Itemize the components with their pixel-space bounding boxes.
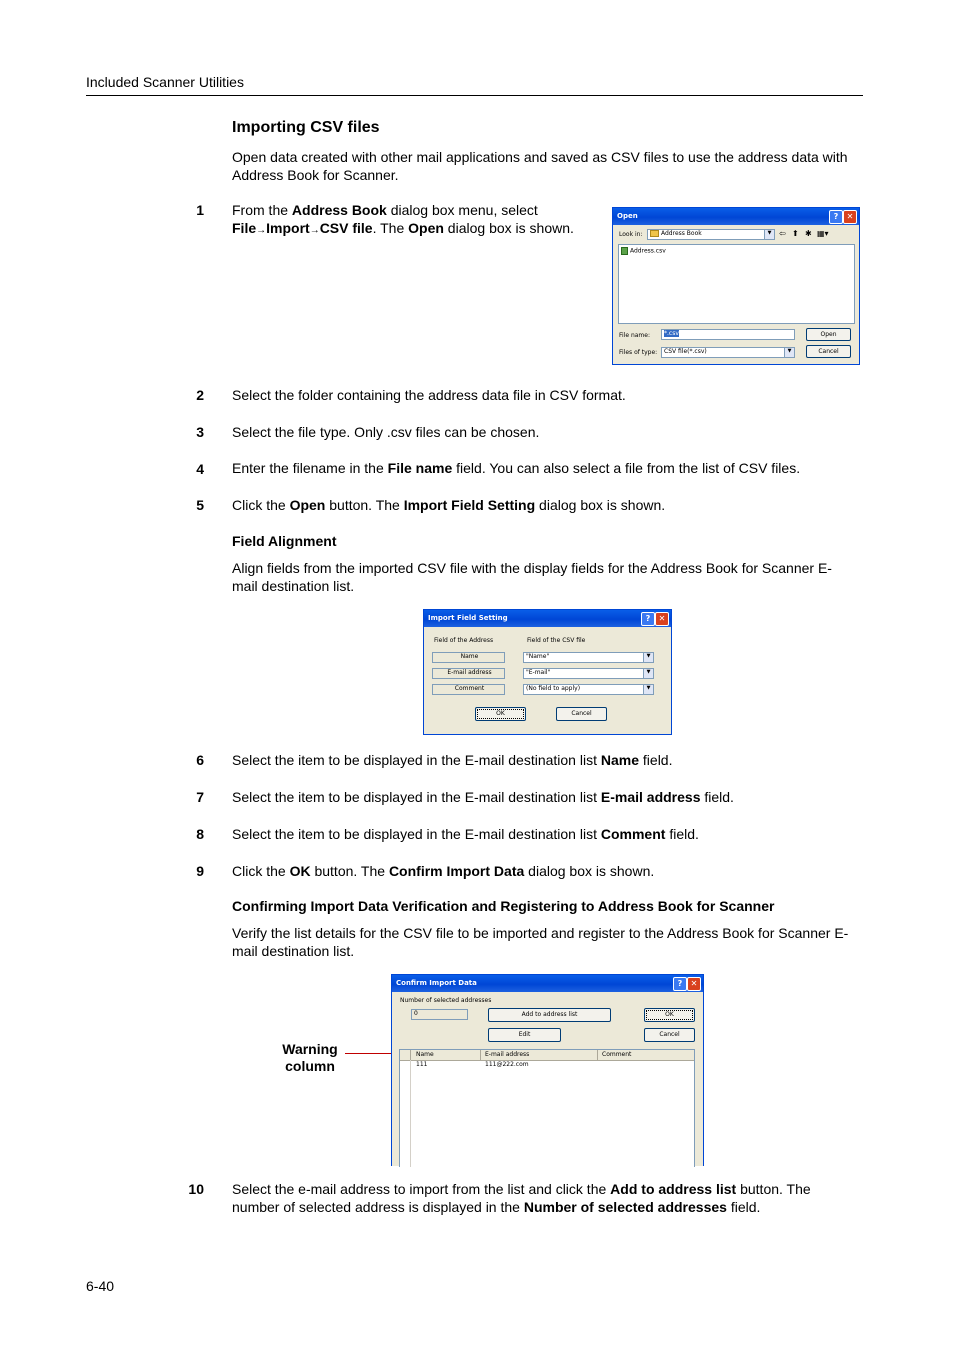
- file-name-field[interactable]: *.csv: [661, 329, 795, 340]
- field-label-name: Name: [432, 652, 505, 663]
- help-icon[interactable]: ?: [829, 210, 843, 224]
- close-icon[interactable]: ✕: [655, 612, 669, 626]
- file-list[interactable]: [618, 244, 855, 324]
- open-button[interactable]: Open: [806, 328, 851, 341]
- step-number: 10: [188, 1181, 204, 1197]
- confirm-import-dialog: [391, 974, 704, 1166]
- header-rule: [86, 95, 863, 96]
- chevron-down-icon: ▼: [764, 230, 774, 239]
- step-number: 8: [196, 826, 204, 842]
- new-folder-icon[interactable]: ✱: [805, 229, 812, 238]
- column-header-email[interactable]: E-mail address: [485, 1051, 530, 1058]
- cancel-button[interactable]: Cancel: [806, 345, 851, 358]
- import-field-setting-dialog: [423, 609, 672, 735]
- step-number: 2: [196, 387, 204, 403]
- step-7-text: Select the item to be displayed in the E-mail destination list E-mail address field.: [232, 789, 734, 805]
- confirm-dialog-titlebar: Confirm Import Data: [392, 975, 703, 992]
- field-label-comment: Comment: [432, 684, 505, 695]
- cancel-button[interactable]: Cancel: [644, 1028, 695, 1042]
- chevron-down-icon: ▼: [784, 348, 794, 357]
- warning-column-header: [400, 1050, 411, 1060]
- add-to-address-list-button[interactable]: Add to address list: [488, 1008, 611, 1022]
- chevron-down-icon: ▼: [643, 653, 653, 662]
- cell-name: 111: [416, 1061, 428, 1068]
- csv-field-select-comment[interactable]: (No field to apply) ▼: [523, 684, 654, 695]
- address-table[interactable]: [399, 1049, 695, 1167]
- ok-button[interactable]: OK: [644, 1008, 695, 1022]
- page-number: 6-40: [86, 1278, 115, 1294]
- step-10-text: Select the e-mail address to import from the list and click the Add to address list button. The number of selected address is displayed in the Number of selected addresses field.: [232, 1181, 811, 1215]
- step-1-text: From the Address Book dialog box menu, select File→Import→CSV file. The Open dialog box is shown.: [232, 202, 574, 236]
- column-header-address: Field of the Address: [434, 637, 494, 644]
- running-header: Included Scanner Utilities: [86, 74, 244, 90]
- step-2-text: Select the folder containing the address data file in CSV format.: [232, 387, 626, 403]
- step-number: 1: [196, 202, 204, 218]
- step-5-text: Click the Open button. The Import Field Setting dialog box is shown.: [232, 497, 666, 513]
- step-8-text: Select the item to be displayed in the E-mail destination list Comment field.: [232, 826, 699, 842]
- help-icon[interactable]: ?: [641, 612, 655, 626]
- cancel-button[interactable]: Cancel: [556, 707, 607, 721]
- column-header-name[interactable]: Name: [416, 1051, 434, 1058]
- section-title: Importing CSV files: [232, 119, 380, 136]
- step-4-text: Enter the filename in the File name field. You can also select a file from the list of CSV files.: [232, 460, 801, 476]
- step-number: 5: [196, 497, 204, 513]
- csv-field-select-email[interactable]: "E-mail" ▼: [523, 668, 654, 679]
- warning-column-divider: [410, 1060, 411, 1167]
- csv-field-select-name[interactable]: "Name" ▼: [523, 652, 654, 663]
- look-in-select[interactable]: Address Book ▼: [647, 229, 775, 240]
- step-number: 9: [196, 863, 204, 879]
- files-of-type-label: Files of type:: [619, 349, 658, 356]
- field-alignment-title: Field Alignment: [232, 533, 337, 549]
- edit-button[interactable]: Edit: [488, 1028, 561, 1042]
- folder-icon: [650, 230, 659, 237]
- close-icon[interactable]: ✕: [687, 977, 701, 991]
- step-3-text: Select the file type. Only .csv files can be chosen.: [232, 424, 540, 440]
- file-name-label: File name:: [619, 332, 650, 339]
- column-header-comment[interactable]: Comment: [602, 1051, 632, 1058]
- table-header: [400, 1050, 694, 1061]
- step-6-text: Select the item to be displayed in the E-mail destination list Name field.: [232, 752, 673, 768]
- step-number: 7: [196, 789, 204, 805]
- help-icon[interactable]: ?: [673, 977, 687, 991]
- field-label-email: E-mail address: [432, 668, 505, 679]
- step-number: 4: [196, 461, 204, 477]
- step-9-text: Click the OK button. The Confirm Import Data dialog box is shown.: [232, 863, 655, 879]
- confirm-section-title: Confirming Import Data Verification and Registering to Address Book for Scanner: [232, 898, 775, 914]
- back-icon[interactable]: ⇦: [779, 229, 786, 238]
- step-number: 6: [196, 752, 204, 768]
- table-row[interactable]: [400, 1061, 694, 1070]
- cell-email: 111@222.com: [485, 1061, 529, 1068]
- files-of-type-select[interactable]: CSV file(*.csv) ▼: [661, 347, 795, 358]
- look-in-label: Look in:: [619, 231, 643, 238]
- ok-button[interactable]: OK: [475, 707, 526, 721]
- column-divider: [597, 1050, 598, 1060]
- chevron-down-icon: ▼: [643, 669, 653, 678]
- selected-count-field: 0: [411, 1009, 468, 1020]
- up-folder-icon[interactable]: ⬆: [792, 229, 799, 238]
- close-icon[interactable]: ✕: [843, 210, 857, 224]
- column-divider: [480, 1050, 481, 1060]
- intro-paragraph: Open data created with other mail applications and saved as CSV files to use the address data with Address Book for Scanner.: [232, 149, 848, 183]
- open-dialog-titlebar: Open: [613, 208, 859, 225]
- import-dialog-titlebar: Import Field Setting: [424, 610, 671, 627]
- confirm-section-text: Verify the list details for the CSV file to be imported and register to the Address Book for Scanner E-mail destination list.: [232, 925, 849, 959]
- chevron-down-icon: ▼: [643, 685, 653, 694]
- warning-column-label: Warning column: [282, 1041, 338, 1074]
- list-item[interactable]: Address.csv: [621, 247, 852, 255]
- open-dialog: [612, 207, 860, 365]
- field-alignment-text: Align fields from the imported CSV file with the display fields for the Address Book for Scanner E-mail destination list.: [232, 560, 832, 594]
- view-menu-icon[interactable]: ▦▾: [817, 229, 829, 238]
- selected-count-label: Number of selected addresses: [400, 997, 492, 1004]
- csv-file-icon: [621, 247, 628, 255]
- step-number: 3: [196, 424, 204, 440]
- column-header-csv: Field of the CSV file: [527, 637, 586, 644]
